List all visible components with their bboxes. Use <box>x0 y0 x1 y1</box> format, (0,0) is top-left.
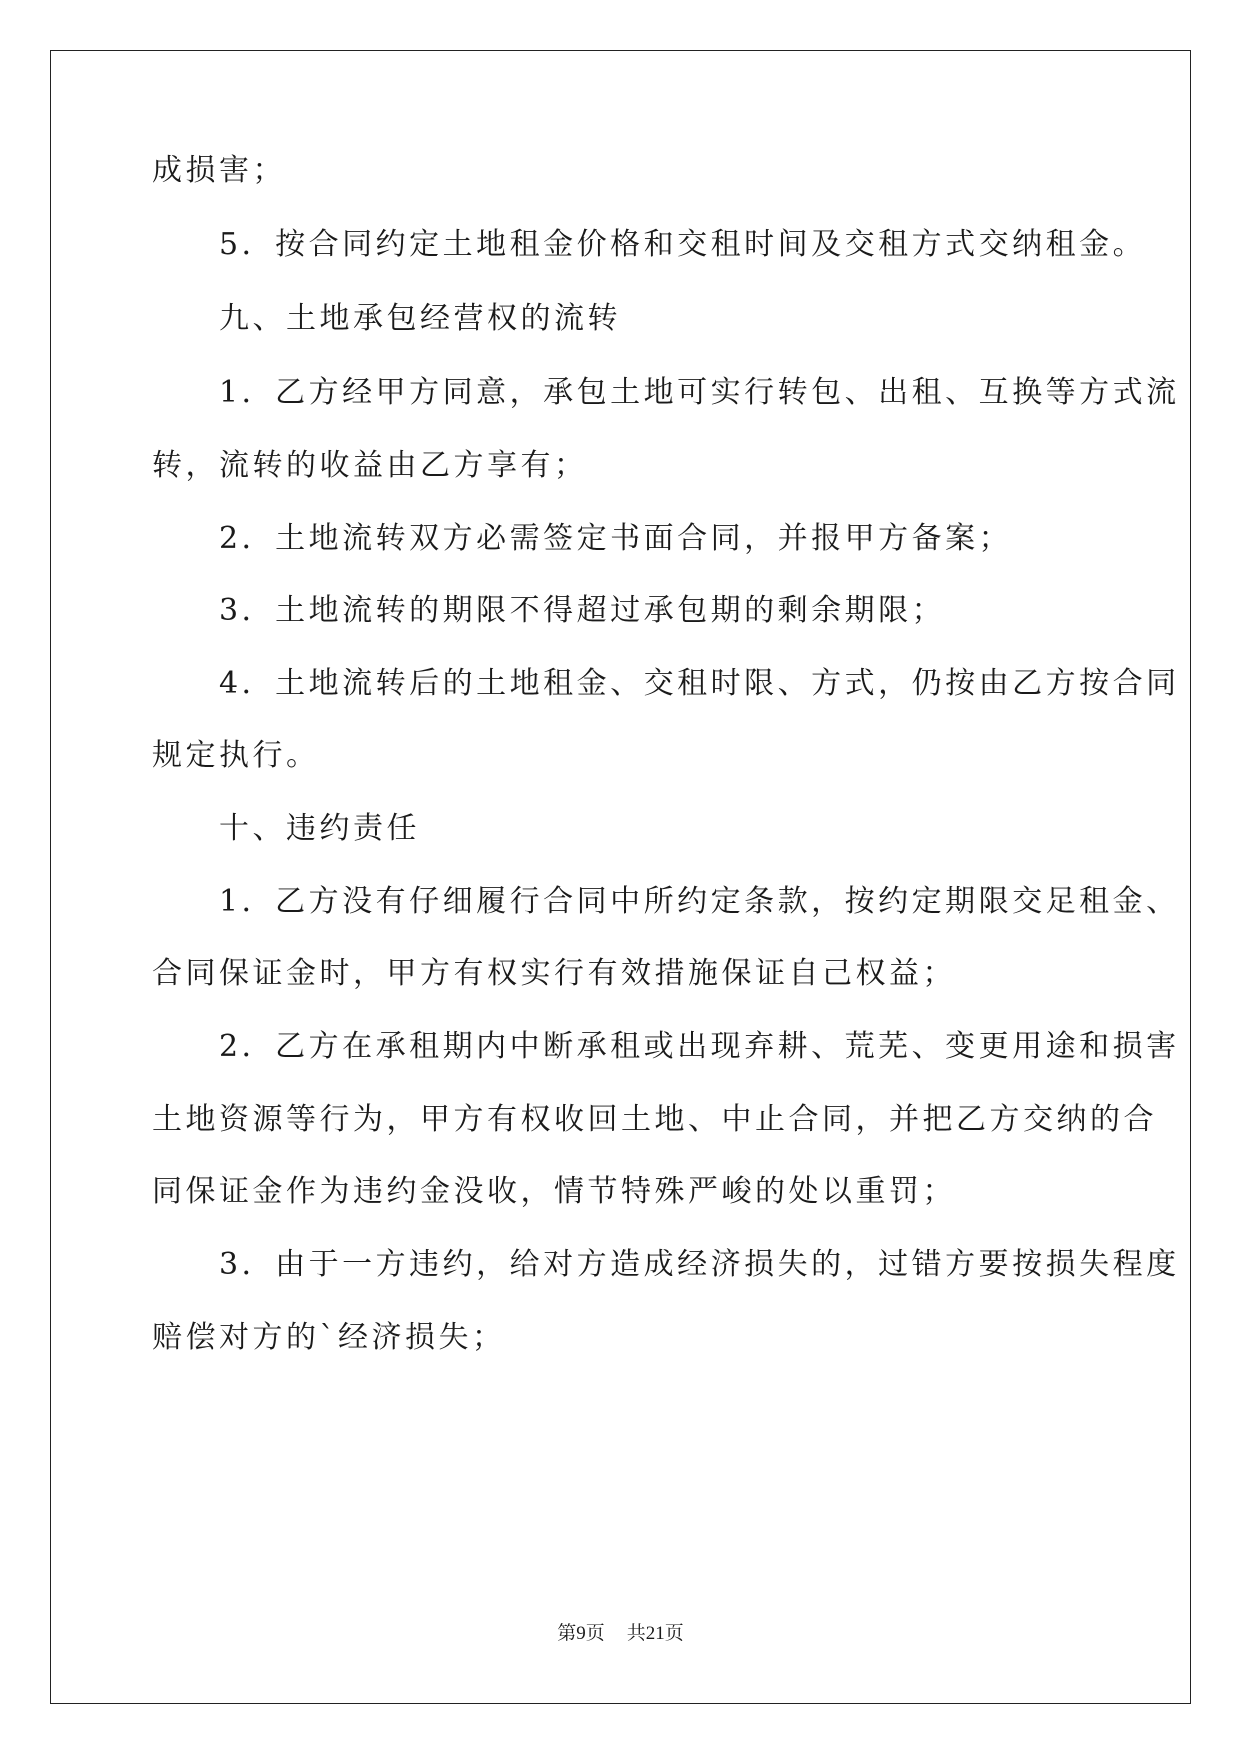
text-line: 转，流转的收益由乙方享有； <box>152 448 588 483</box>
text-line: 3．土地流转的期限不得超过承包期的剩余期限； <box>152 593 946 628</box>
text-line: 土地资源等行为，甲方有权收回土地、中止合同，并把乙方交纳的合 <box>152 1102 1157 1137</box>
text-line: 1．乙方经甲方同意，承包土地可实行转包、出租、互换等方式流 <box>152 375 1180 410</box>
text-line: 规定执行。 <box>152 738 320 773</box>
text-line: 1．乙方没有仔细履行合同中所约定条款，按约定期限交足租金、 <box>152 884 1180 919</box>
text-line: 合同保证金时，甲方有权实行有效措施保证自己权益； <box>152 956 956 991</box>
text-line: 2．土地流转双方必需签定书面合同，并报甲方备案； <box>152 521 1013 556</box>
text-line: 4．土地流转后的土地租金、交租时限、方式，仍按由乙方按合同 <box>152 666 1180 701</box>
page-footer <box>0 1622 1241 1646</box>
text-line: 5．按合同约定土地租金价格和交租时间及交租方式交纳租金。 <box>152 227 1147 262</box>
text-line: 2．乙方在承租期内中断承租或出现弃耕、荒芜、变更用途和损害 <box>152 1029 1180 1064</box>
text-line: 赔偿对方的`经济损失； <box>152 1320 506 1355</box>
text-line: 同保证金作为违约金没收，情节特殊严峻的处以重罚； <box>152 1174 956 1209</box>
current-page-label: 第9页 <box>557 1623 605 1644</box>
text-line: 3．由于一方违约，给对方造成经济损失的，过错方要按损失程度 <box>152 1247 1180 1282</box>
section-heading: 十、违约责任 <box>152 811 420 846</box>
text-line: 成损害； <box>152 153 286 188</box>
total-pages-label: 共21页 <box>626 1623 684 1644</box>
section-heading: 九、土地承包经营权的流转 <box>152 301 621 336</box>
